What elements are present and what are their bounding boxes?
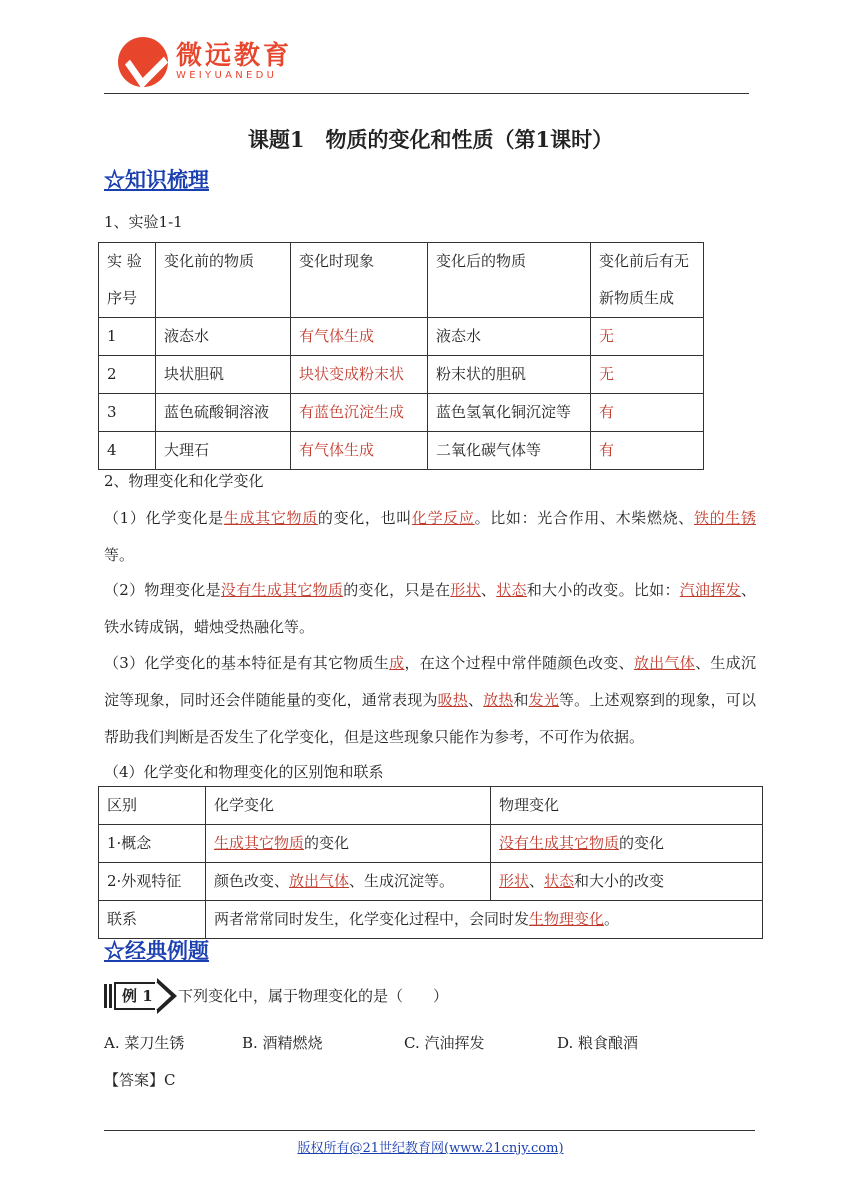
answer-span: 状态 <box>496 581 527 599</box>
table-row <box>99 356 704 394</box>
answer-span: 成 <box>389 654 405 672</box>
answer-span: 汽油挥发 <box>679 581 741 599</box>
paragraph-difference: （4）化学变化和物理变化的区别饱和联系 <box>104 763 384 781</box>
table-row <box>99 243 704 318</box>
arrow-right-icon <box>157 978 177 1014</box>
text-span: 的变化 <box>304 834 350 852</box>
table-header-cell: 变化前的物质 <box>156 243 291 318</box>
table-row <box>99 863 763 901</box>
table-cell: 液态水 <box>156 318 291 356</box>
table-cell: 1 <box>99 318 156 356</box>
table-cell: 2·外观特征 <box>99 863 206 901</box>
table-cell: 蓝色硫酸铜溶液 <box>156 394 291 432</box>
text-span: 和大小的改变。比如： <box>526 581 680 599</box>
table-cell: 粉末状的胆矾 <box>428 356 591 394</box>
table-header-cell: 实 验序号 <box>99 243 156 318</box>
table-cell: 有 <box>591 432 704 470</box>
table-header-cell: 化学变化 <box>206 787 491 825</box>
example-badge <box>104 978 177 1014</box>
text-span: 和大小的改变 <box>574 872 665 890</box>
logo-icon <box>118 37 168 87</box>
table-cell: 有 <box>591 394 704 432</box>
option-a: A. 菜刀生锈 <box>104 1034 185 1052</box>
table-cell: 块状胆矾 <box>156 356 291 394</box>
answer-span: 形状 <box>499 872 530 890</box>
footer-copyright-link[interactable]: 版权所有@21世纪教育网(www.21cnjy.com) <box>297 1141 564 1156</box>
text-span: 、生成沉淀等。 <box>349 872 455 890</box>
table-cell <box>206 901 763 939</box>
section-examples: ☆经典例题 <box>104 938 209 963</box>
answer-span: 放出气体 <box>289 872 350 890</box>
table-row <box>99 825 763 863</box>
text-span: 、生成沉淀等现象，同时还会伴随能量的变化，通常表现为 <box>104 654 756 709</box>
table-cell: 无 <box>591 356 704 394</box>
table-cell <box>491 825 763 863</box>
text-span: （2）物理变化是 <box>104 581 221 599</box>
answer-span: 放出气体 <box>633 654 696 672</box>
text-span: 和 <box>513 691 529 709</box>
text-span: 等。上述观察到的现象，可以帮助我们判断是否发生了化学变化，但是这些现象只能作为参考，不可作为依据。 <box>104 691 756 746</box>
table-cell: 3 <box>99 394 156 432</box>
logo-en-text: WEIYUANEDU <box>176 70 278 81</box>
text-span: 。 <box>604 910 620 928</box>
text-span: 等。 <box>104 546 135 564</box>
table-cell: 有蓝色沉淀生成 <box>291 394 428 432</box>
answer-span: 吸热 <box>437 691 468 709</box>
text-span: ，在这个过程中常伴随颜色改变、 <box>404 654 634 672</box>
experiment-table <box>98 242 704 470</box>
table-cell: 蓝色氢氧化铜沉淀等 <box>428 394 591 432</box>
answer-span: 铁的生锈 <box>693 509 756 527</box>
example-answer: 【答案】C <box>104 1071 176 1089</box>
text-span: 、铁水铸成锅，蜡烛受热融化等。 <box>104 581 756 636</box>
table-cell <box>206 863 491 901</box>
comparison-table <box>98 786 763 939</box>
text-span: 的变化，只是在 <box>343 581 451 599</box>
logo <box>118 36 292 88</box>
paragraph-physical-change <box>104 572 756 646</box>
example-options <box>104 1025 756 1062</box>
text-span: （3）化学变化的基本特征是有其它物质生 <box>104 654 390 672</box>
table-cell: 无 <box>591 318 704 356</box>
table-header-cell: 变化后的物质 <box>428 243 591 318</box>
text-span: 的变化，也叫 <box>317 509 412 527</box>
answer-span: 没有生成其它物质 <box>220 581 344 599</box>
table-cell: 块状变成粉末状 <box>291 356 428 394</box>
table-header-cell: 变化时现象 <box>291 243 428 318</box>
table-cell: 大理石 <box>156 432 291 470</box>
text-span: 、 <box>529 872 545 890</box>
table-cell: 液态水 <box>428 318 591 356</box>
badge-bars-icon <box>104 984 114 1008</box>
item2-label: 2、物理变化和化学变化 <box>104 472 264 490</box>
table-cell: 1·概念 <box>99 825 206 863</box>
answer-span: 形状 <box>450 581 481 599</box>
table-header-cell: 区别 <box>99 787 206 825</box>
table-row <box>99 901 763 939</box>
answer-span: 生成其它物质 <box>223 509 318 527</box>
logo-cn-text: 微远教育 <box>176 41 293 71</box>
paragraph-chemical-change <box>104 500 756 574</box>
answer-span: 生物理变化 <box>529 910 605 928</box>
table-header-cell: 变化前后有无新物质生成 <box>591 243 704 318</box>
answer-span: 生成其它物质 <box>214 834 305 852</box>
answer-span: 状态 <box>544 872 575 890</box>
table-cell <box>206 825 491 863</box>
example-number: 例 1 <box>114 982 157 1010</box>
table-cell: 4 <box>99 432 156 470</box>
text-span: 、 <box>467 691 484 709</box>
header-divider <box>104 93 749 94</box>
answer-span: 化学反应 <box>411 509 475 527</box>
item1-label: 1、实验1-1 <box>104 213 183 231</box>
text-span: （1）化学变化是 <box>104 509 224 527</box>
answer-span: 放热 <box>483 691 514 709</box>
paragraph-basic-feature <box>104 645 756 756</box>
table-cell: 有气体生成 <box>291 318 428 356</box>
table-row <box>99 787 763 825</box>
section-knowledge: ☆知识梳理 <box>104 167 209 192</box>
footer-divider <box>104 1130 755 1131</box>
table-row <box>99 394 704 432</box>
table-cell: 有气体生成 <box>291 432 428 470</box>
text-span: 的变化 <box>619 834 665 852</box>
text-span: 、 <box>480 581 497 599</box>
table-cell: 2 <box>99 356 156 394</box>
text-span: 。比如：光合作用、木柴燃烧、 <box>474 509 694 527</box>
option-c: C. 汽油挥发 <box>404 1034 485 1052</box>
text-span: 颜色改变、 <box>214 872 290 890</box>
answer-span: 没有生成其它物质 <box>499 834 620 852</box>
table-header-cell: 物理变化 <box>491 787 763 825</box>
table-row <box>99 318 704 356</box>
table-cell: 联系 <box>99 901 206 939</box>
table-cell <box>491 863 763 901</box>
option-d: D. 粮食酿酒 <box>557 1034 639 1052</box>
text-span: 两者常常同时发生，化学变化过程中，会同时发 <box>214 910 530 928</box>
page-title: 课题1 物质的变化和性质（第1课时） <box>247 127 614 152</box>
option-b: B. 酒精燃烧 <box>242 1034 323 1052</box>
table-cell: 二氧化碳气体等 <box>428 432 591 470</box>
answer-span: 发光 <box>528 691 559 709</box>
example-question: 下列变化中，属于物理变化的是（ ） <box>178 987 449 1005</box>
